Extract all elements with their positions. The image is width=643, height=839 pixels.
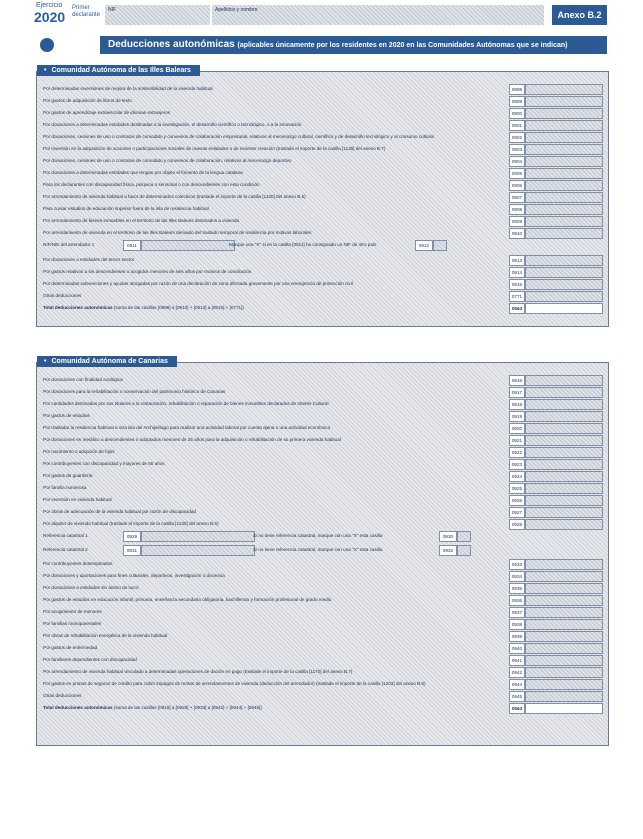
deduction-label: Por gastos de guardería: [43, 473, 93, 478]
deduction-label: Por donaciones para la rehabilitación o conservación del patrimonio histórico de Canarias: [43, 389, 226, 394]
reference-label: Referencia catastral 1: [43, 533, 88, 538]
deduction-row: [43, 631, 603, 641]
reference-row: [43, 240, 603, 250]
reference-row: [43, 531, 603, 541]
deduction-row: [43, 559, 603, 569]
deduction-label: Por gastos de adquisición de libros de texto: [43, 98, 132, 103]
deduction-label: Por obras de rehabilitación energética de la vivienda habitual: [43, 633, 168, 638]
box-code: 0903: [509, 144, 525, 155]
amount-field[interactable]: [525, 643, 603, 654]
deduction-label: Por trasladar la residencia habitual a otra isla del Archipiélago para realizar una actividad laboral por cuenta ajena o una actividad económica: [43, 425, 331, 430]
amount-field[interactable]: [525, 120, 603, 131]
total-amount-field[interactable]: [525, 703, 603, 714]
amount-field[interactable]: [525, 691, 603, 702]
amount-field[interactable]: [525, 168, 603, 179]
amount-field[interactable]: [525, 459, 603, 470]
deduction-label: Por inversión en vivienda habitual: [43, 497, 112, 502]
deduction-row: [43, 571, 603, 581]
deduction-row: [43, 168, 603, 178]
box-code: 0929: [123, 531, 141, 542]
box-code: 0914: [509, 267, 525, 278]
deduction-label: Por inversión en la adquisición de acciones o participaciones sociales de nuevas entidades o de reciente creación (traslade el importe de la casilla [1136] del anexo B.7): [43, 146, 386, 151]
amount-field[interactable]: [525, 519, 603, 530]
total-label: [43, 703, 499, 713]
amount-field[interactable]: [525, 447, 603, 458]
checkbox-field[interactable]: [433, 240, 447, 251]
box-code: 0921: [509, 435, 525, 446]
box-code: 0900: [509, 108, 525, 119]
deduction-label: Por acogimiento de menores: [43, 609, 102, 614]
deduction-label: Otras deducciones: [43, 693, 82, 698]
deduction-row: [43, 204, 603, 214]
box-code: 0923: [509, 459, 525, 470]
amount-field[interactable]: [525, 631, 603, 642]
nif-field[interactable]: [105, 5, 210, 25]
deduction-label: Por donaciones a entidades del tercer sector: [43, 257, 135, 262]
amount-field[interactable]: [525, 228, 603, 239]
amount-field[interactable]: [525, 96, 603, 107]
box-code: 0924: [509, 471, 525, 482]
deduction-label: Para cursar estudios de educación superior fuera de la isla de residencia habitual: [43, 206, 209, 211]
deduction-row: [43, 291, 603, 301]
box-code: 0917: [509, 387, 525, 398]
deduction-row: [43, 255, 603, 265]
deduction-label: Por donaciones con finalidad ecológica: [43, 377, 123, 382]
amount-field[interactable]: [525, 507, 603, 518]
total-formula: (suma de las casillas [0916] a [0928] + [0933] a [0942] + [0944] + [0945]): [113, 705, 262, 710]
deduction-row: [43, 595, 603, 605]
box-code: 0906: [509, 180, 525, 191]
box-code: 0932: [439, 545, 457, 556]
box-code: 0918: [509, 399, 525, 410]
box-code: 0926: [509, 495, 525, 506]
nif-label: NIF: [108, 7, 117, 13]
deduction-row: [43, 483, 603, 493]
deduction-row: [43, 180, 603, 190]
deduction-label: Por cantidades destinadas por sus titulares a la restauración, rehabilitación o reparación de bienes inmuebles declarados de Interés Cultural: [43, 401, 329, 406]
box-code: 0912: [415, 240, 433, 251]
deduction-label: Por arrendamiento de vivienda en el territorio de las Illes Balears derivado del traslado temporal de residencia por motivos laborales: [43, 230, 312, 235]
deduction-row: [43, 435, 603, 445]
deduction-label: Por alquiler de vivienda habitual (traslade el importe de la casilla [1130] del anexo B.6): [43, 521, 219, 526]
box-code: 0907: [509, 192, 525, 203]
deduction-row: [43, 84, 603, 94]
bullet-icon: [40, 38, 54, 52]
deduction-row: [43, 216, 603, 226]
deduction-label: Por donaciones a entidades sin ánimo de lucro: [43, 585, 139, 590]
box-code: 0564: [509, 303, 525, 314]
marque-label: Si no tiene referencia catastral, marque con una "X" esta casilla: [253, 547, 383, 552]
deduction-row: [43, 423, 603, 433]
amount-field[interactable]: [525, 267, 603, 278]
deduction-row: [43, 96, 603, 106]
deduction-label: Por gastos de estudios: [43, 413, 90, 418]
total-row: [43, 303, 603, 313]
deduction-row: [43, 667, 603, 677]
ejercicio-label: Ejercicio: [36, 2, 63, 9]
section-heading-canarias: • Comunidad Autónoma de Canarias: [37, 356, 177, 367]
total-label: [43, 303, 499, 313]
box-code: 0944: [509, 679, 525, 690]
deduction-row: [43, 607, 603, 617]
box-code: 0942: [509, 667, 525, 678]
deduction-label: Por donaciones en metálico a descendientes o adoptados menores de 35 años para la adquisición o rehabilitación de su primera vivienda habitual: [43, 437, 341, 442]
box-code: 0939: [509, 631, 525, 642]
deduction-row: [43, 267, 603, 277]
box-code: 0928: [509, 519, 525, 530]
deduction-label: Por familias monoparentales: [43, 621, 102, 626]
deduction-row: [43, 144, 603, 154]
section-heading-baleares: • Comunidad Autónoma de las Illes Balears: [37, 65, 200, 76]
box-code: 0913: [509, 255, 525, 266]
amount-field[interactable]: [525, 667, 603, 678]
box-code: 0935: [509, 583, 525, 594]
box-code: 0771: [509, 291, 525, 302]
box-code: 0930: [439, 531, 457, 542]
amount-field[interactable]: [525, 619, 603, 630]
deduction-row: [43, 411, 603, 421]
amount-field[interactable]: [525, 571, 603, 582]
box-code: 0898: [509, 84, 525, 95]
page-title-main: Deducciones autonómicas: [108, 39, 235, 50]
amount-field[interactable]: [525, 375, 603, 386]
deduction-label: Por arrendamiento de bienes inmuebles en el territorio de las Illes Balears destinados a vivienda: [43, 218, 240, 223]
deduction-label: Por contribuyentes desempleados: [43, 561, 113, 566]
deduction-row: [43, 156, 603, 166]
deduction-row: [43, 375, 603, 385]
deduction-label: Por obras de adecuación de la vivienda habitual por razón de discapacidad: [43, 509, 196, 514]
deduction-row: [43, 132, 603, 142]
deduction-label: Por contribuyentes con discapacidad y mayores de 65 años: [43, 461, 165, 466]
box-code: 0937: [509, 607, 525, 618]
amount-field[interactable]: [525, 655, 603, 666]
amount-field[interactable]: [525, 423, 603, 434]
deduction-row: [43, 655, 603, 665]
amount-field[interactable]: [525, 108, 603, 119]
deduction-label: Por donaciones a determinadas entidades que tengan por objeto el fomento de la lengua catalana: [43, 170, 243, 175]
box-code: 0564: [509, 703, 525, 714]
deduction-row: [43, 279, 603, 289]
deduction-row: [43, 399, 603, 409]
deduction-row: [43, 120, 603, 130]
amount-field[interactable]: [525, 471, 603, 482]
checkbox-field[interactable]: [457, 531, 471, 542]
amount-field[interactable]: [525, 583, 603, 594]
amount-field[interactable]: [525, 204, 603, 215]
box-code: 0909: [509, 216, 525, 227]
amount-field[interactable]: [525, 559, 603, 570]
reference-input[interactable]: [141, 240, 235, 251]
amount-field[interactable]: [525, 595, 603, 606]
marque-label: Si no tiene referencia catastral, marque con una "X" esta casilla: [253, 533, 383, 538]
page-title-note: (aplicables únicamente por los residentes en 2020 en las Comunidades Autónomas que se indican): [237, 42, 568, 49]
total-formula: (suma de las casillas [0898] a [0910] + [0913] a [0915] + [0771]): [113, 305, 244, 310]
bullet-icon: •: [44, 358, 47, 365]
amount-field[interactable]: [525, 387, 603, 398]
box-code: 0902: [509, 132, 525, 143]
box-code: 0931: [123, 545, 141, 556]
deduction-label: Por donaciones, cesiones de uso o contratos de comodato y convenios de colaboración, relativos al mecenazgo deportivo: [43, 158, 292, 163]
box-code: 0945: [509, 691, 525, 702]
amount-field[interactable]: [525, 495, 603, 506]
total-label-main: Total deducciones autonómicas: [43, 305, 113, 310]
deduction-label: Por nacimiento o adopción de hijos: [43, 449, 115, 454]
apellidos-label: Apellidos y nombre: [215, 7, 258, 13]
deduction-row: [43, 447, 603, 457]
deduction-row: [43, 192, 603, 202]
deduction-row: [43, 643, 603, 653]
amount-field[interactable]: [525, 279, 603, 290]
amount-field[interactable]: [525, 679, 603, 690]
amount-field[interactable]: [525, 399, 603, 410]
box-code: 0915: [509, 279, 525, 290]
box-code: 0925: [509, 483, 525, 494]
box-code: 0927: [509, 507, 525, 518]
section-baleares: [36, 67, 609, 327]
primer-declarante-label: Primer declarante: [72, 5, 101, 18]
page-title: [108, 39, 568, 50]
deduction-row: [43, 495, 603, 505]
amount-field[interactable]: [525, 84, 603, 95]
box-code: 0940: [509, 643, 525, 654]
box-code: 0899: [509, 96, 525, 107]
amount-field[interactable]: [525, 192, 603, 203]
deduction-row: [43, 691, 603, 701]
box-code: 0938: [509, 619, 525, 630]
total-row: [43, 703, 603, 713]
amount-field[interactable]: [525, 483, 603, 494]
box-code: 0916: [509, 375, 525, 386]
section-canarias: [36, 358, 609, 746]
deduction-label: Para los declarantes con discapacidad física, psíquica o sensorial o con descendientes con esta condición: [43, 182, 260, 187]
marque-label: Marque una "X" si en la casilla [0911] ha consignado un NIF de otro país: [229, 242, 377, 247]
box-code: 0933: [509, 559, 525, 570]
checkbox-field[interactable]: [457, 545, 471, 556]
reference-label: Referencia catastral 2: [43, 547, 88, 552]
amount-field[interactable]: [525, 156, 603, 167]
deduction-label: Por donaciones a determinadas entidades destinadas a la investigación, el desarrollo científico o tecnológico, o a la innovación: [43, 122, 302, 127]
deduction-label: Por arrendamiento de vivienda habitual vinculado a determinadas operaciones de dación en pago (traslade el importe de la casilla [1170] del anexo B.7): [43, 669, 353, 674]
amount-field[interactable]: [525, 144, 603, 155]
deduction-row: [43, 471, 603, 481]
deduction-label: Por gastos de enfermedad: [43, 645, 98, 650]
deduction-row: [43, 108, 603, 118]
anexo-badge: Anexo B.2: [552, 5, 607, 25]
box-code: 0920: [509, 423, 525, 434]
deduction-label: Otras deducciones: [43, 293, 82, 298]
ejercicio-year: 2020: [34, 9, 66, 25]
deduction-label: Por gastos de aprendizaje extraescolar de idiomas extranjeros: [43, 110, 171, 115]
box-code: 0922: [509, 447, 525, 458]
deduction-row: [43, 459, 603, 469]
amount-field[interactable]: [525, 291, 603, 302]
amount-field[interactable]: [525, 180, 603, 191]
reference-input[interactable]: [141, 531, 255, 542]
deduction-row: [43, 519, 603, 529]
page-header: [0, 0, 643, 30]
deduction-label: Por donaciones, cesiones de uso o contratos de comodato y convenios de colaboración empresarial, relativos al mecenazgo cultural, científico y de desarrollo tecnológico y al consumo cultural: [43, 134, 434, 139]
deduction-label: Por gastos de estudios en educación infantil, primaria, enseñanza secundaria obligatoria, bachillerato y formación profesional de grado medio: [43, 597, 332, 602]
deduction-label: Por determinadas subvenciones y ayudas otorgadas por razón de una declaración de zona afectada gravemente por una emergencia de protección civil: [43, 281, 353, 286]
deduction-label: Por determinadas inversiones de mejora de la sostenibilidad de la vivienda habitual: [43, 86, 213, 91]
total-amount-field[interactable]: [525, 303, 603, 314]
deduction-row: [43, 583, 603, 593]
total-label-main: Total deducciones autonómicas: [43, 705, 113, 710]
deduction-label: Por familia numerosa: [43, 485, 87, 490]
reference-input[interactable]: [141, 545, 255, 556]
amount-field[interactable]: [525, 411, 603, 422]
deduction-row: [43, 507, 603, 517]
box-code: 0908: [509, 204, 525, 215]
box-code: 0910: [509, 228, 525, 239]
box-code: 0941: [509, 655, 525, 666]
deduction-label: Por gastos en primas de seguros de crédito para cubrir impagos de rentas de arrendamientos de vivienda (deducción del arrendador) (traslade el importe de la casilla [1203] del anexo B.8): [43, 681, 426, 686]
deduction-row: [43, 387, 603, 397]
amount-field[interactable]: [525, 607, 603, 618]
apellidos-nombre-field[interactable]: [212, 5, 544, 25]
box-code: 0911: [123, 240, 141, 251]
box-code: 0919: [509, 411, 525, 422]
amount-field[interactable]: [525, 435, 603, 446]
deduction-label: Por familiares dependientes con discapacidad: [43, 657, 137, 662]
deduction-label: Por gastos relativos a los descendientes o acogidos menores de seis años por motivos de conciliación: [43, 269, 252, 274]
deduction-row: [43, 619, 603, 629]
deduction-row: [43, 228, 603, 238]
section-title-bar: [36, 36, 607, 54]
bullet-icon: •: [44, 67, 47, 74]
box-code: 0901: [509, 120, 525, 131]
amount-field[interactable]: [525, 132, 603, 143]
deduction-label: Por donaciones y aportaciones para fines culturales, deportivos, investigación o docencia: [43, 573, 225, 578]
box-code: 0905: [509, 168, 525, 179]
amount-field[interactable]: [525, 216, 603, 227]
reference-row: [43, 545, 603, 555]
box-code: 0934: [509, 571, 525, 582]
deduction-row: [43, 679, 603, 689]
reference-label: NIF/NIE del arrendador 1: [43, 242, 95, 247]
box-code: 0936: [509, 595, 525, 606]
amount-field[interactable]: [525, 255, 603, 266]
box-code: 0904: [509, 156, 525, 167]
deduction-label: Por arrendamiento de vivienda habitual a favor de determinados colectivos (traslade el importe de la casilla [1130] del anexo B.6): [43, 194, 306, 199]
